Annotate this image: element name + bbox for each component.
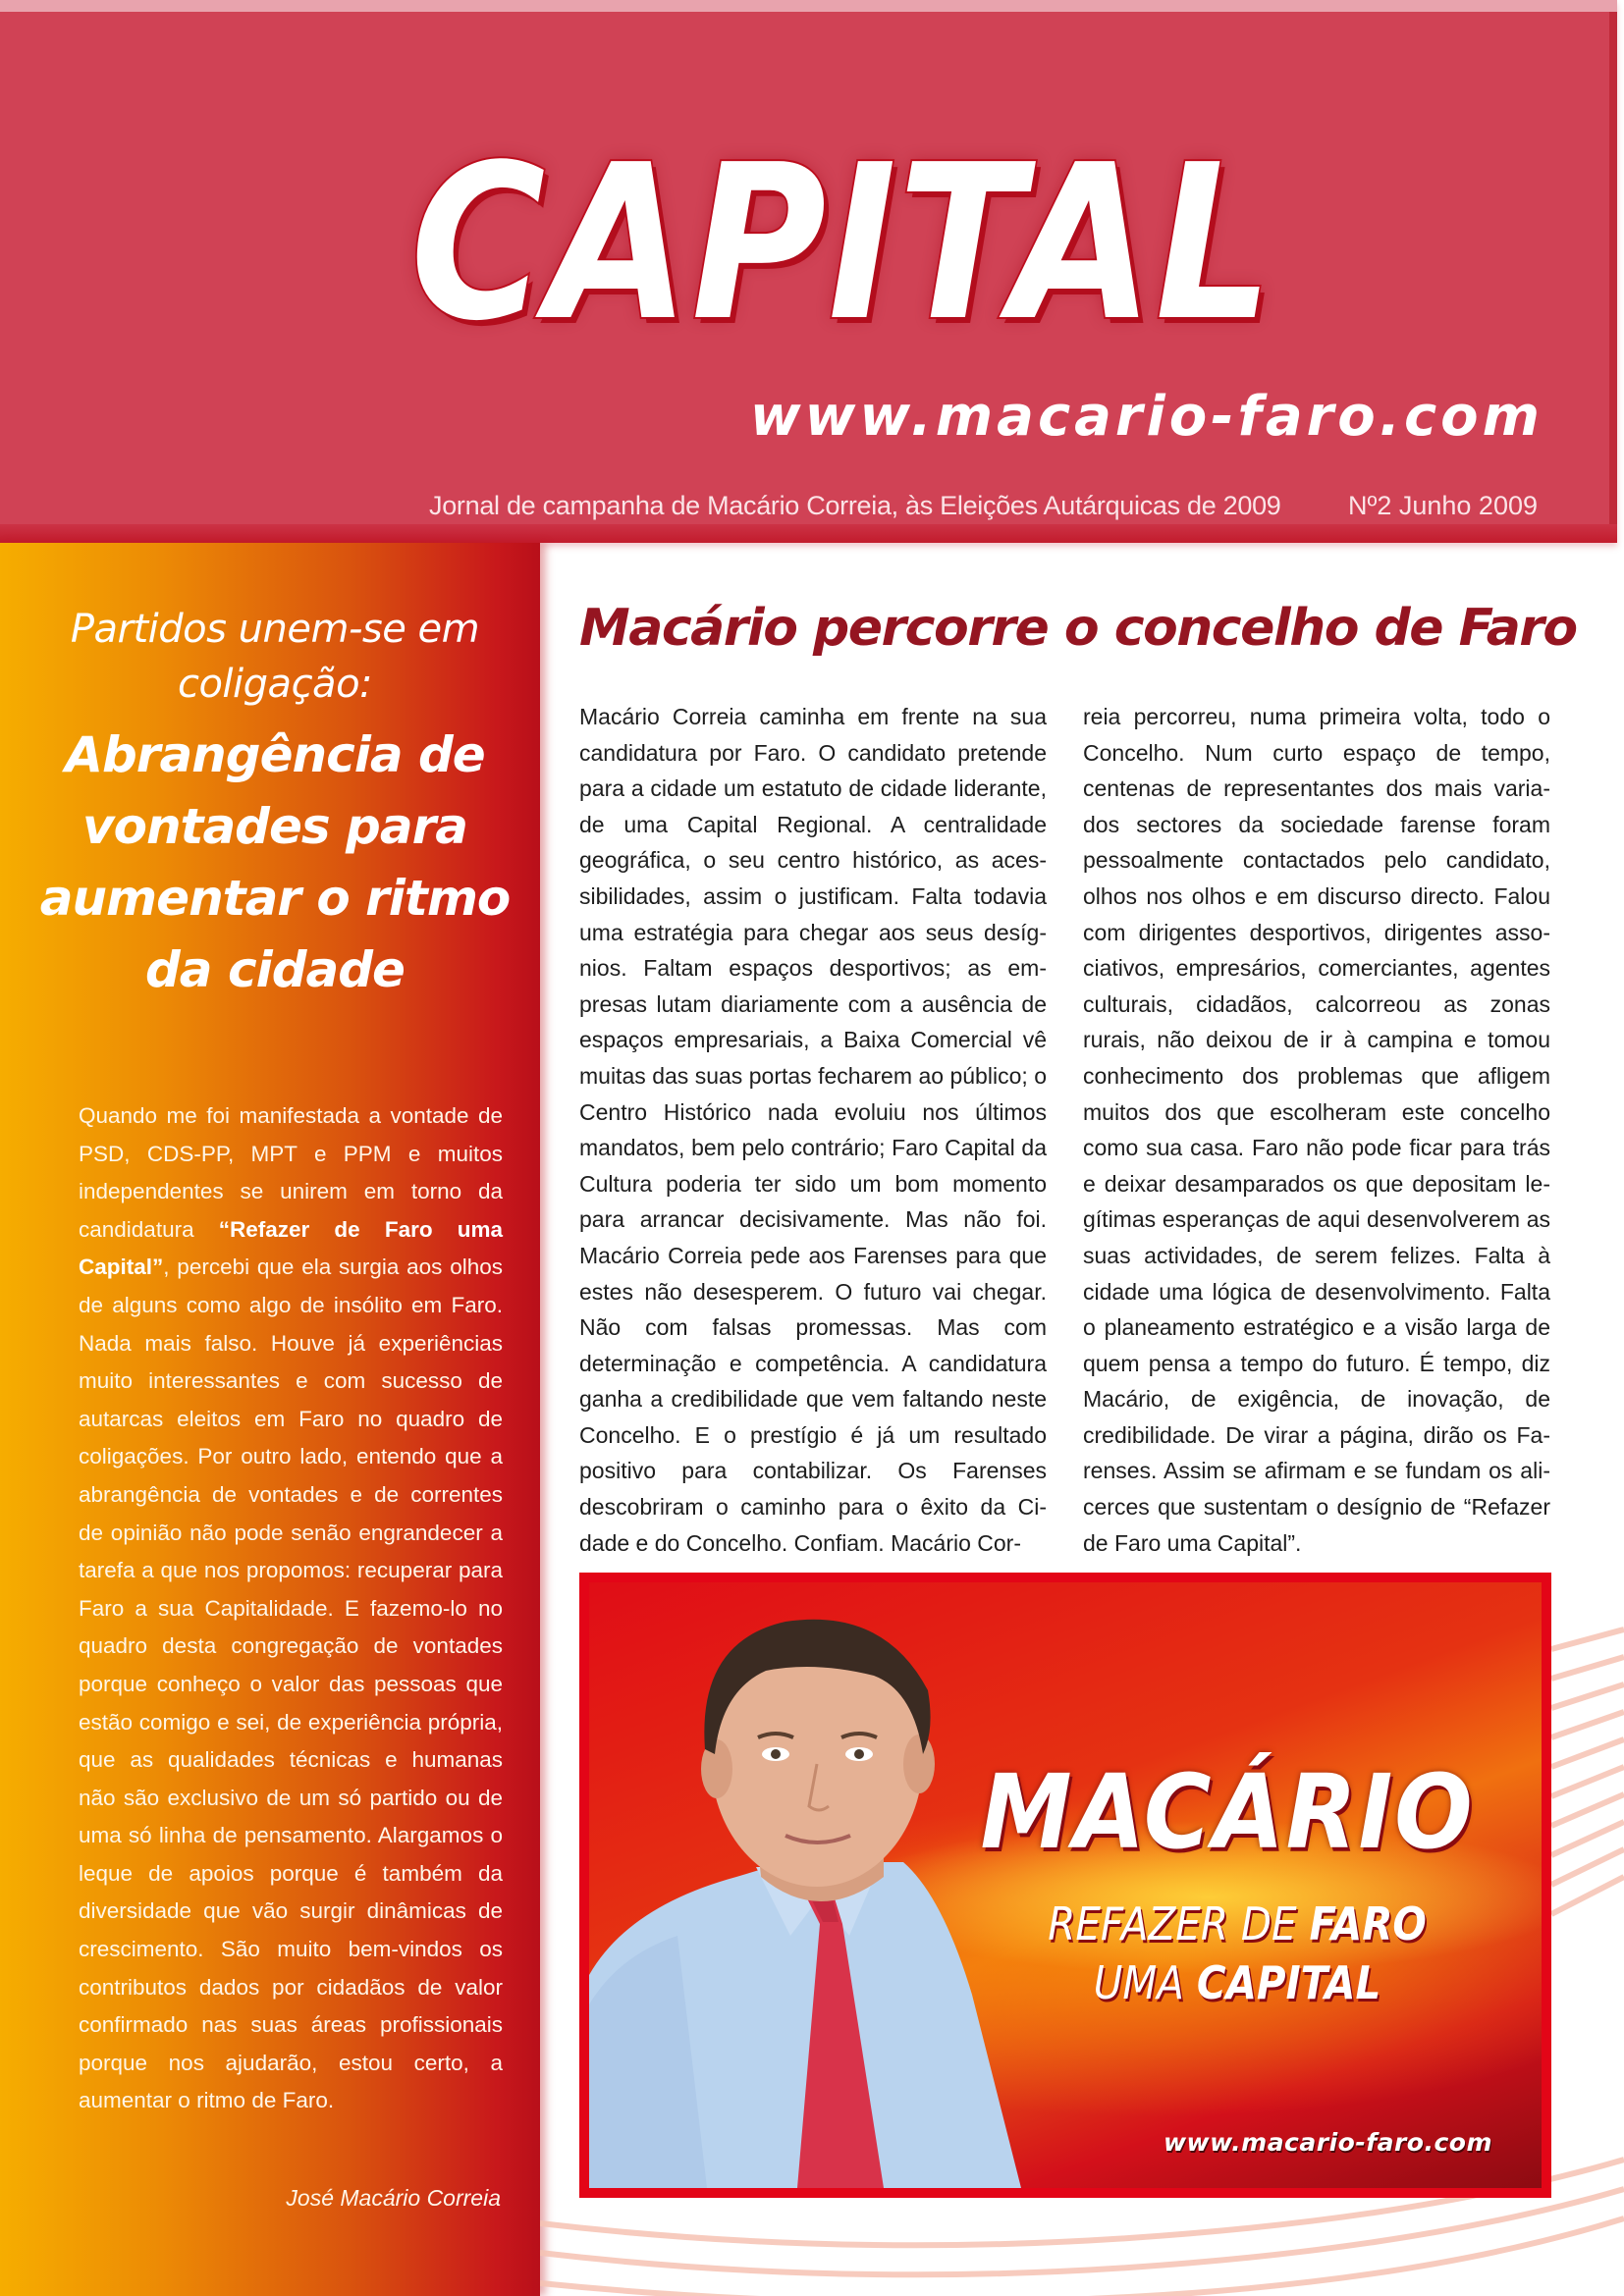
candidate-portrait-image — [589, 1582, 1051, 2188]
article-column-1: Macário Correia caminha em frente na sua candidatura por Faro. O candidato pretende para a cidade um estatuto de cidade liderante, de uma Capital Regional. A centralidade geográfica, o seu centro histórico, as acessibilidades, assim o justificam. Falta todavia uma estratégia para chegar aos seus desígnios. Faltam espaços desportivos; as empresas lutam diariamente com a ausência de espaços empresariais, a Baixa Comercial vê muitas das suas portas fecharem ao público; o Centro Histórico nada evoluiu nos últimos mandatos, bem pelo contrário; Faro Capital da Cultura poderia ter sido um bom momento para arrancar decisivamente. Mas não foi. Macário Correia pede aos Farenses para que estes não desesperem. O futuro vai chegar. Não com falsas promessas. Mas com determinação e competência. A candidatura ganha a credibilidade que vem faltando neste Concelho. E o prestígio é já um resultado positivo para contabilizar. Os Farenses descobriram o caminho para o êxito da Cidade e do Concelho. Confiam. Macário Cor- — [579, 704, 1047, 1556]
slogan-line2-bold: CAPITAL — [1196, 1956, 1381, 2009]
article-title: Macário percorre o concelho de Faro — [579, 599, 1577, 658]
poster-website-url[interactable]: www.macario-faro.com — [1163, 2128, 1492, 2157]
sidebar-kicker: Partidos unem-se em coligação: — [70, 607, 480, 707]
sidebar-body-lead: Quando me foi manifestada a vontade de PSD, CDS-PP, MPT e PPM e muitos independentes se unirem em torno da candidatura — [79, 1103, 503, 1242]
sidebar-editorial — [0, 543, 540, 2296]
sidebar-body-rest: , percebi que ela surgia aos olhos de alguns como algo de insólito em Faro. Nada mais falso. Houve já experiências muito interessantes e com sucesso de autarcas eleitos em Faro no quadro de coligações. Por outro lado, entendo que a abrangência de vontades e de correntes de opinião não pode senão engrandecer a tarefa a que nos propomos: recuperar para Faro a sua Capitalidade. E fazemo-lo no quadro desta congregação de vontades porque conheço o valor das pessoas que estão comigo e sei, de experiência própria, que as qualidades técnicas e humanas não são exclusivo de um só partido ou de uma só linha de pensamento. Alargamos o leque de apoios porque é também da diversidade que vão surgir dinâmicas de crescimento. São muito bem-vindos os contributos dados por cidadãos de valor confirmado nas suas áreas profissionais porque nos ajudarão, estou certo, a aumentar o ritmo de Faro. — [79, 1255, 503, 2113]
masthead-website-url[interactable]: www.macario-faro.com — [749, 385, 1543, 449]
article-column-2: reia percorreu, numa primeira volta, todo o Concelho. Num curto espaço de tempo, centenas de representantes dos mais variados sectores da sociedade farense foram pessoalmente contactados pelo candidato, olhos nos olhos e em discurso directo. Falou com dirigentes desportivos, dirigentes associativos, empresários, comerciantes, agentes culturais, cidadãos, calcorreou as zonas rurais, não deixou de ir à campina e tomou conhecimento dos problemas que afligem muitos dos que escolheram este concelho como sua casa. Faro não pode ficar para trás e deixar desamparados os que depositam legítimas esperanças de aqui desenvolverem as suas actividades, de serem felizes. Falta à cidade uma lógica de desenvolvimento. Falta o planeamento estratégico e a visão larga de quem pensa a tempo do futuro. É tempo, diz Macário, de exigência, de inovação, de credibilidade. De virar a página, dirão os Farenses. Assim se afirmam e se fundam os alicerces que sustentam o desígnio de “Refazer de Faro uma Capital”. — [1083, 704, 1550, 1556]
sidebar-body-quote: “Refazer de Faro uma Capital” — [79, 1216, 503, 1280]
sidebar-signature: José Macário Correia — [286, 2185, 501, 2211]
poster-background — [589, 1582, 1542, 2188]
slogan-line1-bold: FARO — [1309, 1897, 1427, 1950]
newspaper-title: CAPITAL — [410, 120, 1274, 368]
campaign-poster — [579, 1573, 1551, 2198]
masthead-tagline: Jornal de campanha de Macário Correia, às Eleições Autárquicas de 2009 — [429, 491, 1281, 520]
sidebar-body-text — [79, 1097, 503, 2120]
poster-slogan-line-1 — [996, 1895, 1480, 1953]
poster-slogan-line-2 — [996, 1953, 1480, 2012]
poster-slogan — [996, 1895, 1480, 2012]
slogan-line1-light: REFAZER DE — [1048, 1897, 1310, 1950]
slogan-line2-light: UMA — [1093, 1956, 1197, 2009]
poster-candidate-name: MACÁRIO — [980, 1752, 1475, 1872]
sidebar-headline: Abrangência de vontades para aumentar o ritmo da cidade — [39, 726, 511, 998]
issue-number-date: Nº2 Junho 2009 — [1347, 491, 1538, 520]
masthead-divider — [0, 524, 1617, 543]
